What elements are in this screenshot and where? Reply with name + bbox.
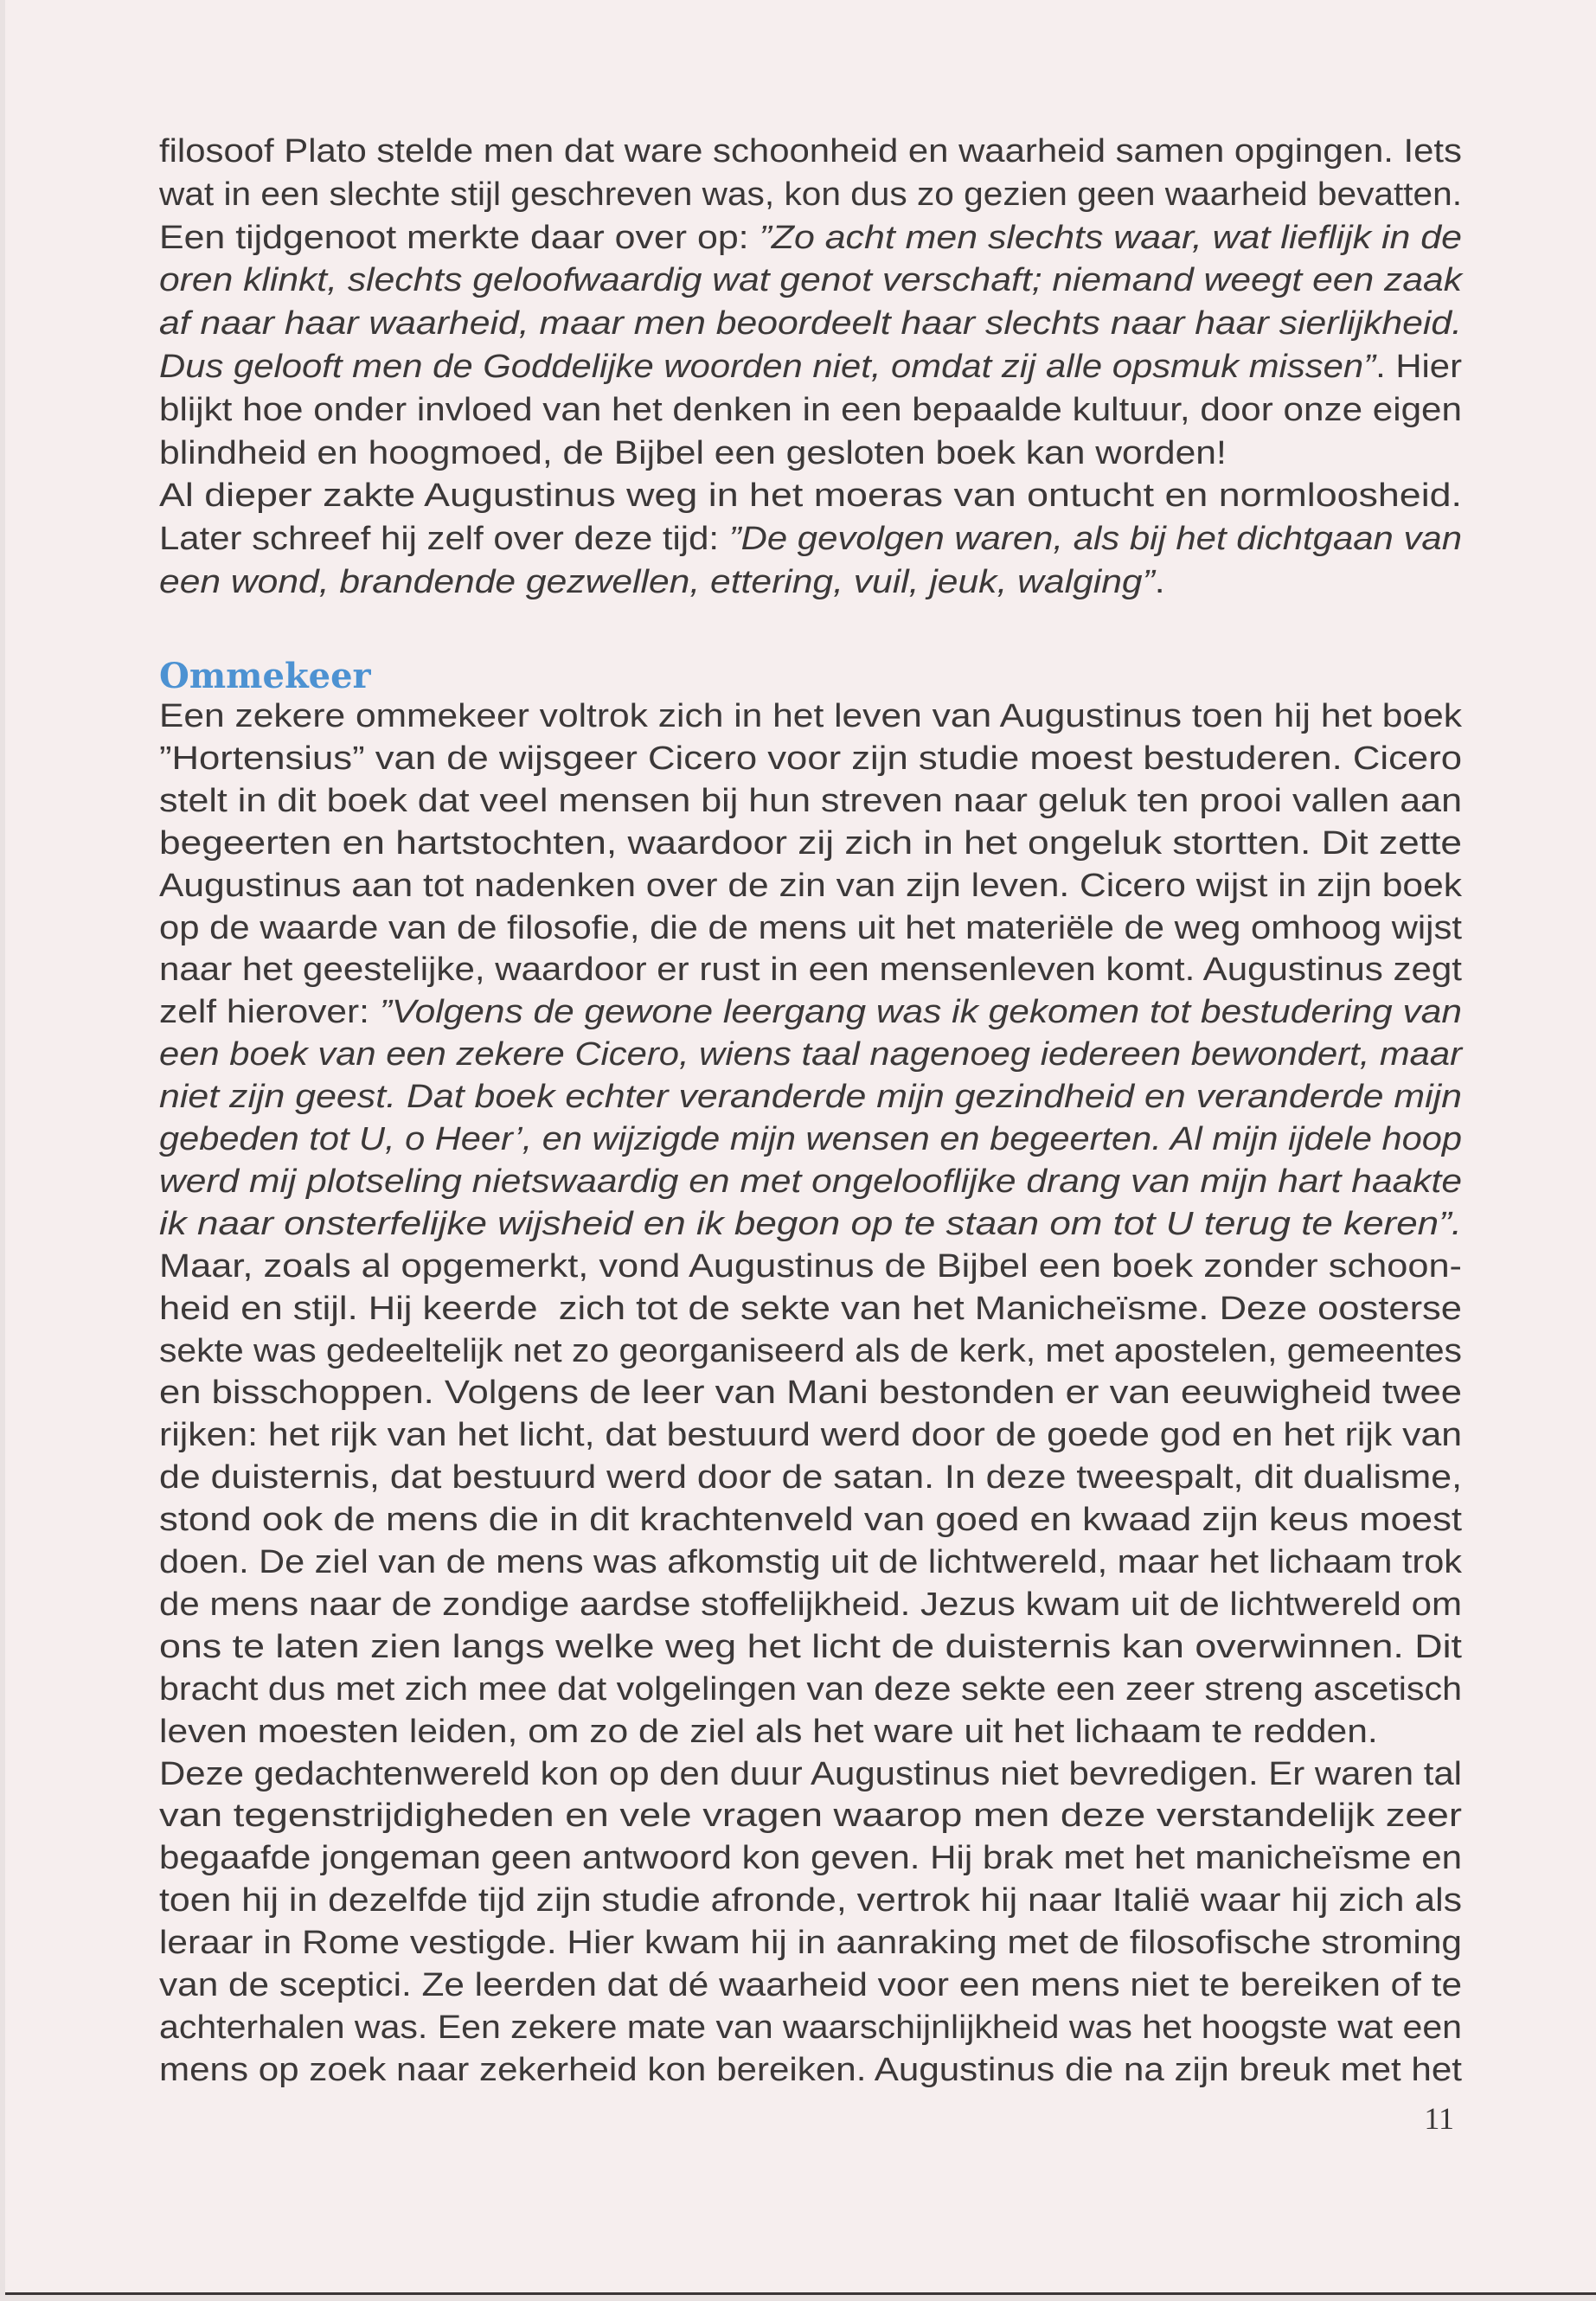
body-text: . Hier: [1375, 349, 1462, 385]
quoted-text: oren klinkt, slechts geloofwaardig wat genot verschaft; niemand weegt een zaak: [159, 262, 1463, 299]
text-line: [159, 1711, 1378, 1753]
body-text: .: [1154, 564, 1165, 600]
text-line: [159, 174, 1462, 215]
body-text: blijkt hoe onder invloed van het denken in een bepaalde kultuur, door onze eigen: [159, 391, 1462, 428]
quoted-text: ik naar onsterfelijke wijsheid en ik begon op te staan om tot U terug te keren”.: [159, 1205, 1462, 1242]
body-text: stelt in dit boek dat veel mensen bij hun streven naar geluk ten prooi vallen aan: [159, 782, 1462, 819]
body-text: begeerten en hartstochten, waardoor zij zich in het ongeluk stortten. Dit zette: [159, 824, 1463, 862]
text-line: [159, 346, 1462, 388]
body-text: sekte was gedeeltelijk net zo georganiseerd als de kerk, met apostelen, gemeentes: [159, 1332, 1462, 1369]
text-line: [159, 1118, 1462, 1160]
body-text: Een zekere ommekeer voltrok zich in het leven van Augustinus toen hij het boek: [159, 698, 1462, 734]
text-line: [159, 780, 1462, 822]
body-text: bracht dus met zich mee dat volgelingen van deze sekte een zeer streng ascetisch: [159, 1670, 1463, 1708]
text-line: [159, 1161, 1462, 1202]
text-line: [159, 1584, 1462, 1625]
body-text: achterhalen was. Een zekere mate van waarschijnlijkheid was het hoogste wat een: [159, 2009, 1463, 2046]
body-text: filosoof Plato stelde men dat ware schoonheid en waarheid samen opgingen. Iets: [159, 133, 1463, 170]
text-line: [159, 260, 1462, 301]
text-line: [159, 2007, 1462, 2048]
body-text: naar het geestelijke, waardoor er rust in een mensenleven komt. Augustinus zegt: [159, 952, 1462, 989]
book-page: [5, 0, 1596, 2295]
body-text: de mens naar de zondige aardse stoffelijkheid. Jezus kwam uit de lichtwereld om: [159, 1586, 1463, 1623]
quoted-text: niet zijn geest. Dat boek echter veranderde mijn gezindheid en veranderde mijn: [159, 1079, 1462, 1116]
body-text: Al dieper zakte Augustinus weg in het moeras van ontucht en normloosheid.: [159, 478, 1462, 515]
body-text: stond ook de mens die in dit krachtenveld van goed en kwaad zijn keus moest: [159, 1502, 1462, 1539]
text-line: [159, 561, 1165, 603]
text-line: [159, 1626, 1462, 1668]
text-line: [159, 823, 1462, 864]
body-text: op de waarde van de filosofie, die de mens uit het materiële de weg omhoog wijst: [159, 909, 1463, 946]
body-text: doen. De ziel van de mens was afkomstig uit de lichtwereld, maar het lichaam trok: [159, 1544, 1462, 1580]
text-line: [159, 949, 1462, 990]
text-line: [159, 1076, 1462, 1118]
text-line: [159, 1372, 1462, 1413]
body-text: van de sceptici. Ze leerden dat dé waarheid voor een mens niet te bereiken of te: [159, 1967, 1462, 2003]
text-line: [159, 1753, 1462, 1795]
text-line: [159, 1669, 1462, 1710]
page-number: 11: [1424, 2101, 1454, 2136]
body-text: ons te laten zien langs welke weg het licht de duisternis kan overwinnen. Dit: [159, 1628, 1462, 1665]
body-text: zelf hierover:: [159, 994, 380, 1031]
body-text: heid en stijl. Hij keerde zich tot de sekte van het Manicheïsme. Deze oosterse: [159, 1290, 1462, 1327]
text-line: [159, 1499, 1462, 1541]
text-line: [159, 1795, 1462, 1836]
quoted-text: gebeden tot U, o Heer’, en wijzigde mijn wensen en begeerten. Al mijn ijdele hoop: [159, 1121, 1462, 1157]
body-text: mens op zoek naar zekerheid kon bereiken. Augustinus die na zijn breuk met het: [159, 2051, 1462, 2088]
body-text: begaafde jongeman geen antwoord kon geven. Hij brak met het manicheïsme en: [159, 1840, 1462, 1877]
body-text: van tegenstrijdigheden en vele vragen waarop men deze verstandelijk zeer: [159, 1798, 1462, 1835]
text-line: [159, 738, 1462, 779]
quoted-text: ”De gevolgen waren, als bij het dichtgaan van: [728, 521, 1462, 558]
body-text: toen hij in dezelfde tijd zijn studie afronde, vertrok hij naar Italië waar hij zich als: [159, 1882, 1462, 1920]
body-text: blindheid en hoogmoed, de Bijbel een gesloten boek kan worden!: [159, 434, 1227, 471]
text-line: [159, 1330, 1462, 1372]
text-line: [159, 907, 1462, 949]
body-text: leven moesten leiden, om zo de ziel als het ware uit het lichaam te redden.: [159, 1713, 1378, 1750]
text-line: [159, 2049, 1462, 2091]
body-text: Maar, zoals al opgemerkt, vond Augustinus de Bijbel een boek zonder schoon-: [159, 1247, 1463, 1285]
body-text: de duisternis, dat bestuurd werd door de satan. In deze tweespalt, dit dualisme,: [159, 1459, 1462, 1497]
body-text: Later schreef hij zelf over deze tijd:: [159, 521, 729, 558]
body-text: ”Hortensius” van de wijsgeer Cicero voor zijn studie moest bestuderen. Cicero: [159, 740, 1462, 777]
text-line: [159, 1414, 1462, 1456]
body-text: Deze gedachtenwereld kon op den duur Augustinus niet bevredigen. Er waren tal: [159, 1755, 1462, 1792]
text-line: [159, 865, 1462, 907]
section-heading: Ommekeer: [159, 656, 371, 696]
text-line: [159, 475, 1462, 516]
text-line: [159, 1246, 1462, 1287]
text-line: [159, 1457, 1462, 1498]
quoted-text: ”Zo acht men slechts waar, wat lieflijk in de: [759, 219, 1462, 256]
text-line: [159, 695, 1462, 737]
text-line: [159, 1541, 1462, 1583]
text-line: [159, 1880, 1462, 1921]
quoted-text: Dus gelooft men de Goddelijke woorden niet, omdat zij alle opsmuk missen”: [159, 349, 1376, 385]
body-text: Een tijdgenoot merkte daar over op:: [159, 219, 760, 256]
quoted-text: een boek van een zekere Cicero, wiens taal nagenoeg iedereen bewondert, maar: [159, 1036, 1462, 1074]
body-text: Augustinus aan tot nadenken over de zin van zijn leven. Cicero wijst in zijn boek: [159, 867, 1462, 904]
text-line: [159, 1837, 1462, 1879]
quoted-text: af naar haar waarheid, maar men beoordeelt haar slechts naar haar sierlijkheid.: [159, 305, 1462, 343]
text-line: [159, 991, 1462, 1033]
text-line: [159, 1203, 1462, 1245]
text-line: [159, 518, 1462, 560]
text-line: [159, 131, 1462, 172]
text-line: [159, 1034, 1462, 1075]
body-text: en bisschoppen. Volgens de leer van Mani bestonden er van eeuwigheid twee: [159, 1375, 1462, 1412]
text-line: [159, 1965, 1462, 2006]
quoted-text: werd mij plotseling nietswaardig en met ongelooflijke drang van mijn hart haakte: [159, 1163, 1462, 1200]
text-line: [159, 389, 1462, 431]
quoted-text: een wond, brandende gezwellen, ettering, vuil, jeuk, walging”: [159, 564, 1155, 600]
text-line: [159, 1922, 1462, 1964]
text-line: [159, 303, 1462, 344]
text-line: [159, 433, 1227, 474]
quoted-text: ”Volgens de gewone leergang was ik gekomen tot bestudering van: [379, 994, 1462, 1031]
text-line: [159, 217, 1462, 259]
body-text: rijken: het rijk van het licht, dat bestuurd werd door de goede god en het rijk van: [159, 1417, 1462, 1454]
text-line: [159, 1288, 1462, 1330]
body-text: wat in een slechte stijl geschreven was, kon dus zo gezien geen waarheid bevatten.: [159, 176, 1462, 213]
body-text: leraar in Rome vestigde. Hier kwam hij in aanraking met de filosofische stroming: [159, 1925, 1463, 1962]
